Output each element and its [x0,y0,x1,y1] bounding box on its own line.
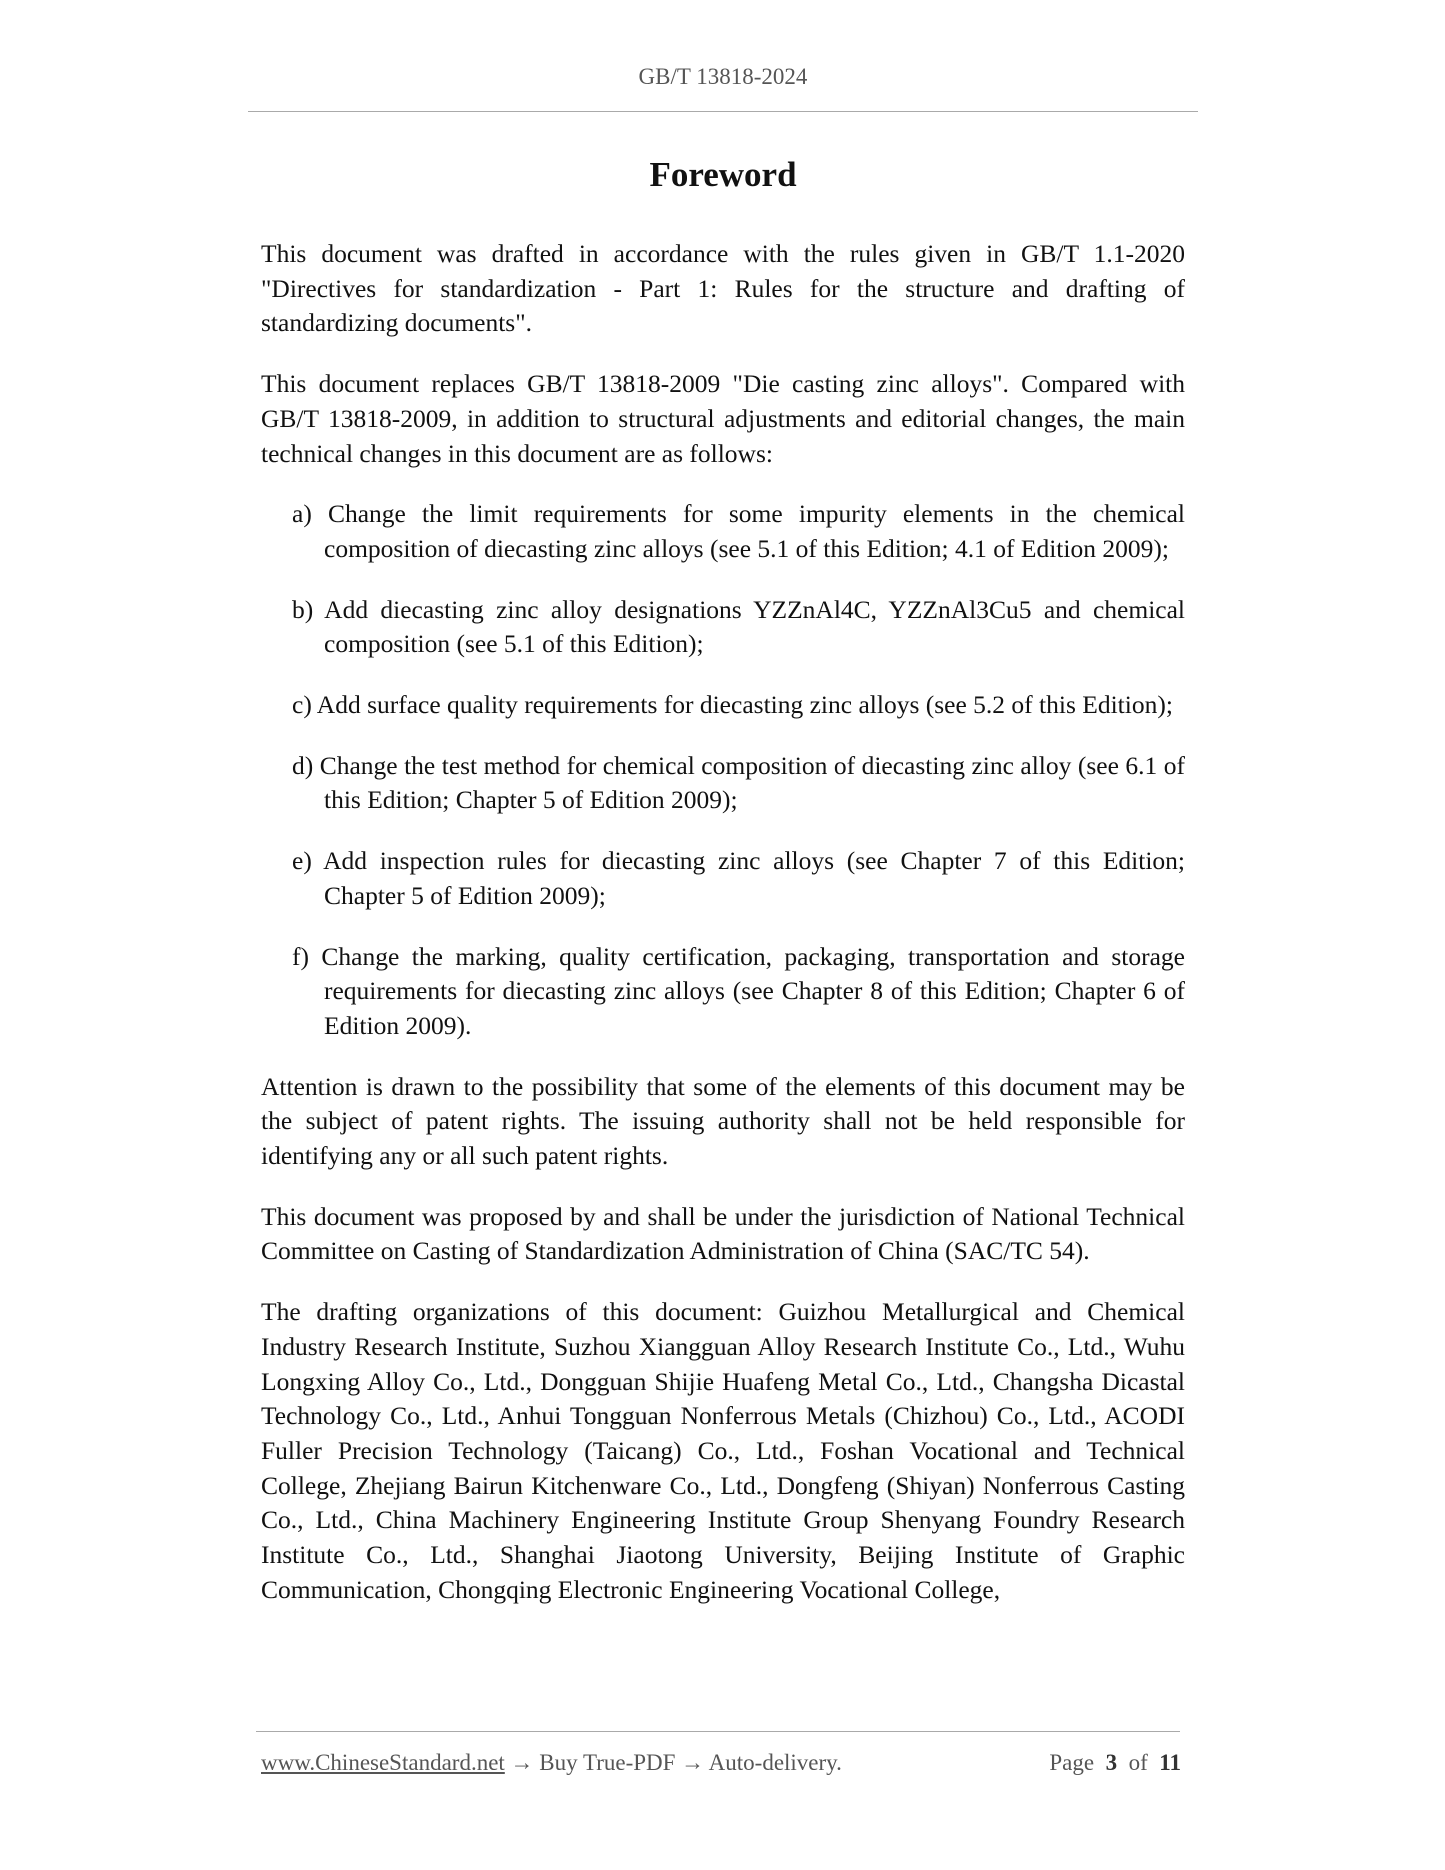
page-number [1049,1750,1181,1776]
paragraph-jurisdiction: This document was proposed by and shall be under the jurisdiction of National Technical Committee on Casting of Standardization Administration of China (SAC/TC 54). [261,1201,1185,1266]
page-footer [261,1750,1181,1776]
website-link[interactable]: www.ChineseStandard.net [261,1750,505,1775]
paragraph-drafting-organizations: The drafting organizations of this document: Guizhou Metallurgical and Chemical Industry Research Institute, Suzhou Xiangguan Alloy Research Institute Co., Ltd., Wuhu Longxing Alloy Co., Ltd., Dongguan Shijie Huafeng Metal Co., Ltd., Changsha Dicastal Technology Co., Ltd., Anhui Tongguan Nonferrous Metals (Chizhou) Co., Ltd., ACODI Fuller Precision Technology (Taicang) Co., Ltd., Foshan Vocational and Technical College, Zhejiang Bairun Kitchenware Co., Ltd., Dongfeng (Shiyan) Nonferrous Casting Co., Ltd., China Machinery Engineering Institute Group Shenyang Foundry Research Institute Co., Ltd., Shanghai Jiaotong University, Beijing Institute of Graphic Communication, Chongqing Electronic Engineering Vocational College, [261,1297,1185,1604]
change-item-f: f) Change the marking, quality certification, packaging, transportation and storage requirements for diecasting zinc alloys (see Chapter 8 of this Edition; Chapter 6 of Edition 2009). [292,941,1185,1040]
change-item-c: c) Add surface quality requirements for diecasting zinc alloys (see 5.2 of this Edition); [292,690,1173,720]
page-total: 11 [1159,1750,1181,1775]
paragraph-replaces: This document replaces GB/T 13818-2009 "Die casting zinc alloys". Compared with GB/T 13818-2009, in addition to structural adjustments and editorial changes, the main technical changes in this document are as follows: [261,369,1185,468]
page-title: Foreword [649,155,797,194]
document-body [261,237,1185,1634]
change-item-d: d) Change the test method for chemical composition of diecasting zinc alloy (see 6.1 of this Edition; Chapter 5 of Edition 2009); [292,750,1185,815]
paragraph-patent-notice: Attention is drawn to the possibility that some of the elements of this document may be the subject of patent rights. The issuing authority shall not be held responsible for identifying any or all such patent rights. [261,1071,1185,1171]
footer-tagline: → Buy True-PDF → Auto-delivery. [504,1750,842,1775]
footer-promo [261,1750,842,1775]
page-of-label: of [1128,1750,1148,1775]
footer-divider [256,1731,1180,1732]
change-item-b: b) Add diecasting zinc alloy designations YZZnAl4C, YZZnAl3Cu5 and chemical composition (see 5.1 of this Edition); [292,594,1185,659]
paragraph-drafting-rules: This document was drafted in accordance with the rules given in GB/T 1.1-2020 "Directives for standardization - Part 1: Rules for the structure and drafting of standardizing documents". [261,239,1185,338]
change-item-a: a) Change the limit requirements for some impurity elements in the chemical composition of diecasting zinc alloys (see 5.1 of this Edition; 4.1 of Edition 2009); [292,499,1185,563]
page-header-doc-code: GB/T 13818-2024 [638,64,808,89]
header-divider [248,111,1198,112]
change-item-e: e) Add inspection rules for diecasting zinc alloys (see Chapter 7 of this Edition; Chapter 5 of Edition 2009); [292,846,1185,910]
page-current: 3 [1105,1750,1118,1775]
page-label: Page [1049,1750,1095,1775]
